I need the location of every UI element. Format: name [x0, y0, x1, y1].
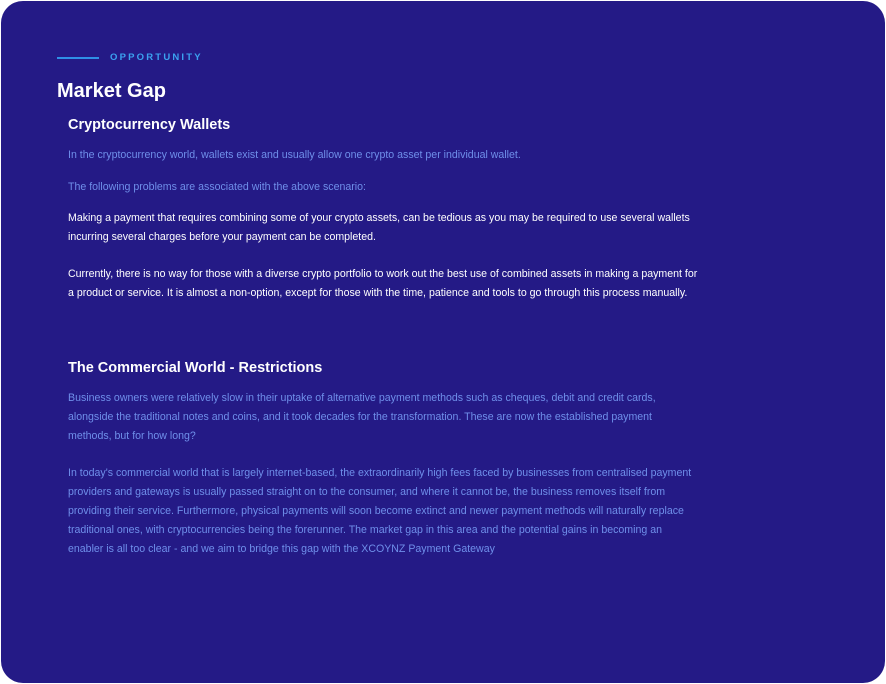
market-gap-panel [1, 1, 885, 683]
page-title: Market Gap [57, 80, 166, 102]
eyebrow-label: OPPORTUNITY [110, 52, 203, 63]
problems-intro-text: The following problems are associated with the above scenario: [68, 181, 366, 193]
problem-2-text: Currently, there is no way for those with a diverse crypto portfolio to work out the best use of combined assets in making a payment for a product or service. It is almost a non-option, except for those with the time, patience and tools to go through this process manually. [68, 268, 698, 299]
commercial-heading: The Commercial World - Restrictions [68, 360, 323, 376]
section-eyebrow [57, 52, 203, 64]
commercial-para-2: In today's commercial world that is largely internet-based, the extraordinarily high fees faced by businesses from centralised payment providers and gateways is usually passed straight on to the consumer, and where it cannot be, the business removes itself from providing their service. Furthermore, physical payments will soon become extinct and newer payment methods will naturally replace traditional ones, with cryptocurrencies being the forerunner. The market gap in this area and the potential gains in becoming an enabler is all too clear - and we aim to bridge this gap with the XCOYNZ Payment Gateway [68, 467, 692, 555]
eyebrow-divider-line [57, 57, 99, 59]
problem-1-text: Making a payment that requires combining some of your crypto assets, can be tedious as you may be required to use several wallets incurring several charges before your payment can be completed. [68, 212, 690, 243]
commercial-para-1: Business owners were relatively slow in their uptake of alternative payment methods such as cheques, debit and credit cards, alongside the traditional notes and coins, and it took decades for the transformation. These are now the established payment methods, but for how long? [68, 392, 656, 442]
wallets-intro-text: In the cryptocurrency world, wallets exist and usually allow one crypto asset per individual wallet. [68, 149, 521, 161]
wallets-heading: Cryptocurrency Wallets [68, 117, 231, 133]
